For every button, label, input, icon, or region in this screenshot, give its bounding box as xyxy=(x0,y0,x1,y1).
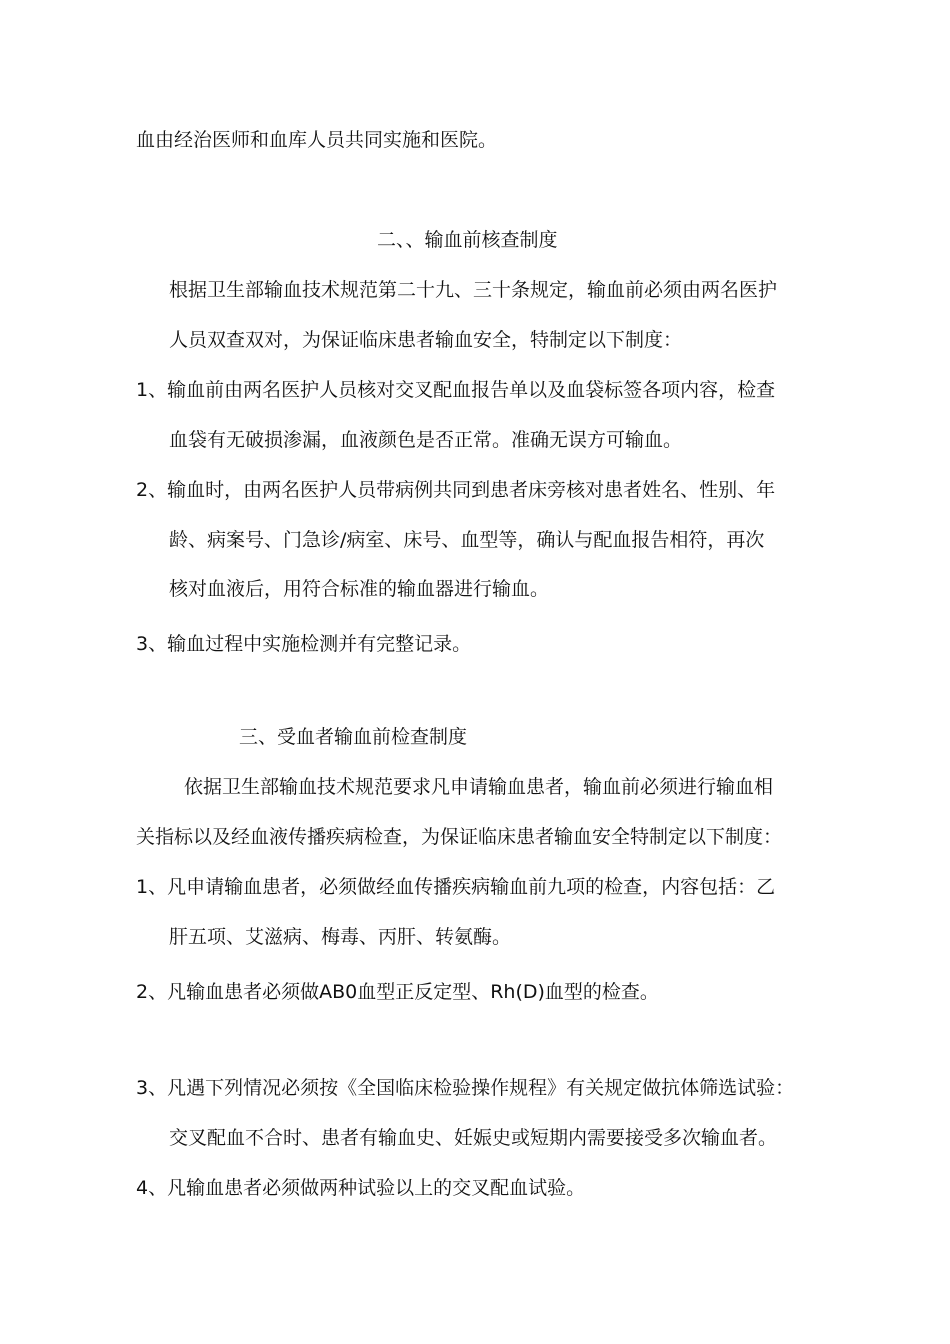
section-2-paragraph-line: 人员双查双对，为保证临床患者输血安全，特制定以下制度： xyxy=(169,329,683,351)
section-2-item-1-continued: 血袋有无破损渗漏，血液颜色是否正常。准确无误方可输血。 xyxy=(169,429,683,451)
section-3-paragraph-line: 依据卫生部输血技术规范要求凡申请输血患者，输血前必须进行输血相 xyxy=(184,776,774,798)
section-2-heading: 二、、输血前核查制度 xyxy=(377,229,558,251)
section-2-item-2: 2、输血时，由两名医护人员带病例共同到患者床旁核对患者姓名、性别、年 xyxy=(136,479,776,501)
section-3-heading: 三、受血者输血前检查制度 xyxy=(239,726,468,748)
section-3-item-1: 1、凡申请输血患者，必须做经血传播疾病输血前九项的检查，内容包括：乙 xyxy=(136,876,776,898)
section-3-item-3: 3、凡遇下列情况必须按《全国临床检验操作规程》有关规定做抗体筛选试验： xyxy=(136,1077,795,1099)
section-3-item-3-continued: 交叉配血不合时、患者有输血史、妊娠史或短期内需要接受多次输血者。 xyxy=(169,1127,778,1149)
section-3-paragraph-line: 关指标以及经血液传播疾病检查，为保证临床患者输血安全特制定以下制度： xyxy=(136,826,783,848)
section-2-item-3: 3、输血过程中实施检测并有完整记录。 xyxy=(136,633,472,655)
section-3-item-4: 4、凡输血患者必须做两种试验以上的交叉配血试验。 xyxy=(136,1177,586,1199)
section-2-paragraph-line: 根据卫生部输血技术规范第二十九、三十条规定，输血前必须由两名医护 xyxy=(169,279,778,301)
section-2-item-2-continued: 核对血液后，用符合标准的输血器进行输血。 xyxy=(169,578,550,600)
section-3-item-2: 2、凡输血患者必须做AB0血型正反定型、Rh(D)血型的检查。 xyxy=(136,981,659,1003)
intro-text-line: 血由经治医师和血库人员共同实施和医院。 xyxy=(136,129,498,151)
section-2-item-2-continued: 龄、病案号、门急诊/病室、床号、血型等，确认与配血报告相符，再次 xyxy=(169,529,765,551)
section-3-item-1-continued: 肝五项、艾滋病、梅毒、丙肝、转氨酶。 xyxy=(169,926,512,948)
section-2-item-1: 1、输血前由两名医护人员核对交叉配血报告单以及血袋标签各项内容，检查 xyxy=(136,379,776,401)
